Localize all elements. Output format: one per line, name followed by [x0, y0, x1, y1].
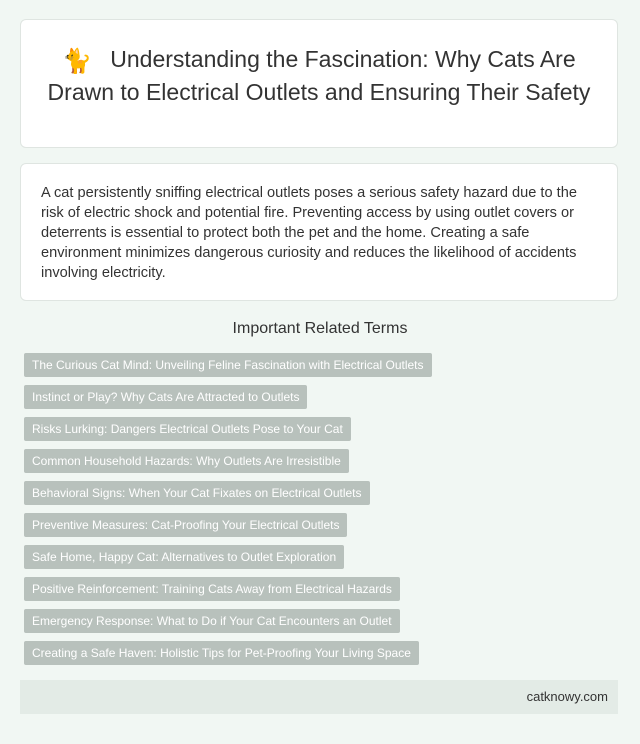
title-card: [20, 19, 618, 148]
related-terms-list: [24, 353, 614, 673]
related-term-link[interactable]: Instinct or Play? Why Cats Are Attracted to Outlets: [24, 385, 307, 409]
footer: [20, 680, 618, 714]
related-term-link[interactable]: Positive Reinforcement: Training Cats Away from Electrical Hazards: [24, 577, 400, 601]
related-term-link[interactable]: Behavioral Signs: When Your Cat Fixates on Electrical Outlets: [24, 481, 370, 505]
page-title-text: Understanding the Fascination: Why Cats Are Drawn to Electrical Outlets and Ensuring Their Safety: [47, 46, 591, 105]
cat-icon: 🐈: [62, 48, 93, 75]
summary-text: A cat persistently sniffing electrical outlets poses a serious safety hazard due to the risk of electric shock and potential fire. Preventing access by using outlet covers or deterrents is essential to protect both the pet and the home. Creating a safe environment minimizes dangerous curiosity and reduces the likelihood of accidents involving electricity.: [41, 185, 577, 281]
related-terms-heading: Important Related Terms: [232, 320, 408, 337]
page-title: [41, 44, 597, 107]
related-term-link[interactable]: Creating a Safe Haven: Holistic Tips for Pet-Proofing Your Living Space: [24, 641, 419, 665]
related-term-link[interactable]: Risks Lurking: Dangers Electrical Outlets Pose to Your Cat: [24, 417, 351, 441]
related-term-link[interactable]: Safe Home, Happy Cat: Alternatives to Outlet Exploration: [24, 545, 344, 569]
related-term-link[interactable]: Emergency Response: What to Do if Your Cat Encounters an Outlet: [24, 609, 400, 633]
footer-site-name: catknowy.com: [526, 689, 608, 704]
related-term-link[interactable]: Preventive Measures: Cat-Proofing Your Electrical Outlets: [24, 513, 347, 537]
related-term-link[interactable]: The Curious Cat Mind: Unveiling Feline Fascination with Electrical Outlets: [24, 353, 432, 377]
related-term-link[interactable]: Common Household Hazards: Why Outlets Are Irresistible: [24, 449, 349, 473]
summary-card: [20, 163, 618, 301]
